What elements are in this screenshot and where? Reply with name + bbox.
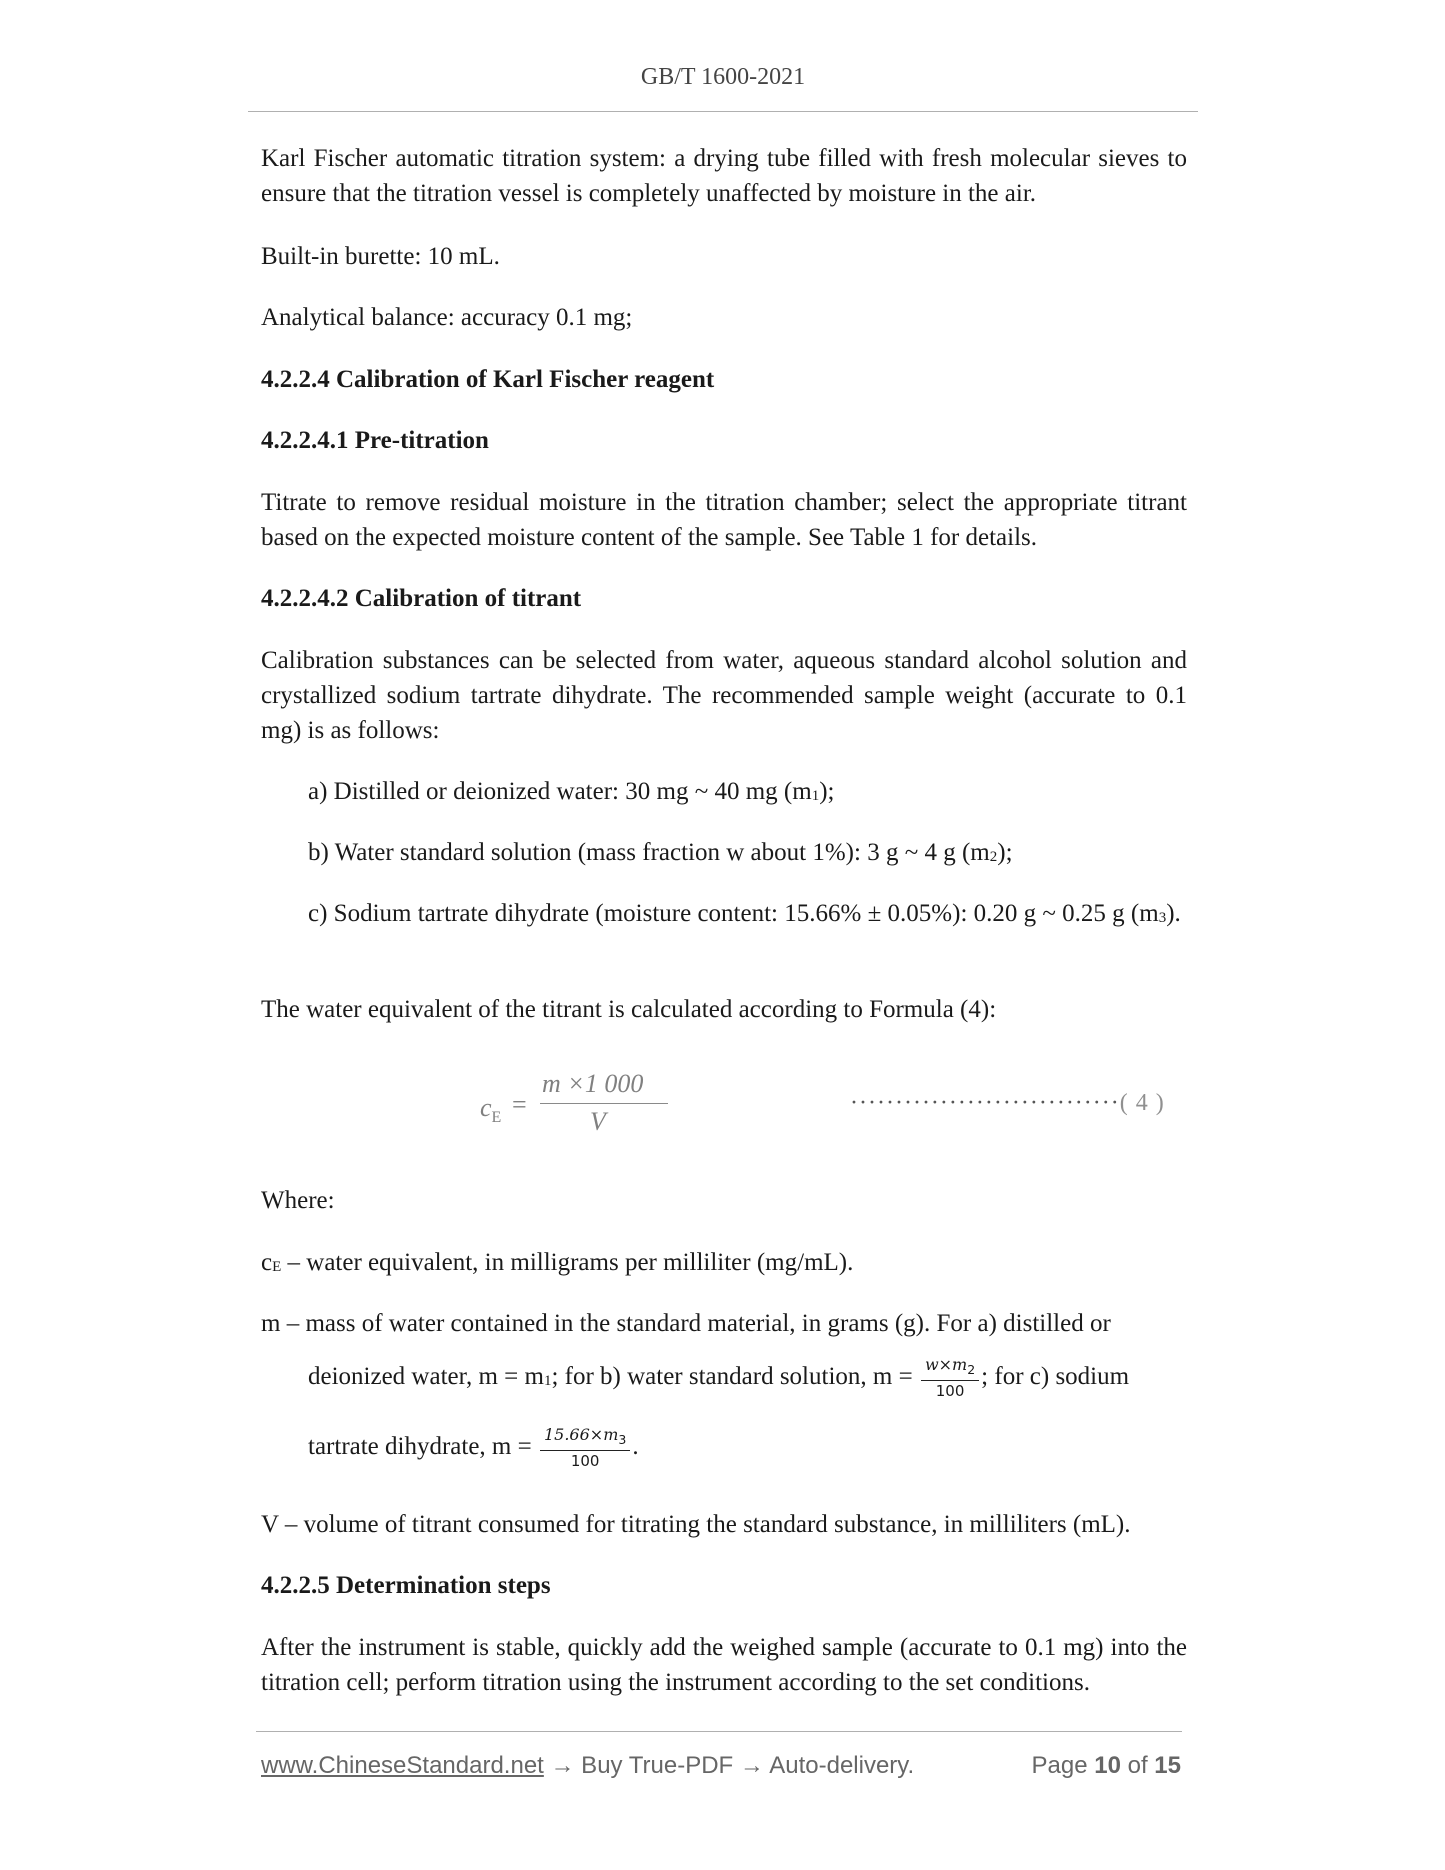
formula-number: ( 4 ) xyxy=(1119,1090,1165,1116)
formula-4 xyxy=(480,1065,680,1145)
fraction-c-denominator: 100 xyxy=(570,1452,600,1471)
formula-denominator: V xyxy=(590,1107,606,1136)
footer-promo: → Buy True-PDF → Auto-delivery. xyxy=(543,1752,915,1779)
fraction-c-numerator xyxy=(540,1425,630,1451)
formula-fraction-bar xyxy=(540,1103,668,1104)
list-item-c xyxy=(308,896,1217,936)
definition-ce xyxy=(261,1245,1187,1285)
list-item-c-end: ). xyxy=(1166,900,1181,927)
fraction-b-numerator-subscript: 2 xyxy=(967,1362,976,1378)
formula-equals: = xyxy=(512,1090,527,1119)
standard-number-header: GB/T 1600-2021 xyxy=(640,64,806,90)
definition-m-line3 xyxy=(308,1425,1187,1471)
list-item-b xyxy=(308,835,1187,875)
paragraph-burette: Built-in burette: 10 mL. xyxy=(261,243,500,270)
definition-v: V – volume of titrant consumed for titrating the standard substance, in milliliters (mL). xyxy=(261,1511,1131,1538)
footer-divider xyxy=(256,1731,1182,1732)
formula-numerator: m ×1 000 xyxy=(542,1069,644,1098)
fraction-c xyxy=(540,1425,630,1471)
definition-m-text-c: ; for c) sodium xyxy=(981,1363,1130,1390)
list-item-c-text: c) Sodium tartrate dihydrate (moisture content: 15.66% ± 0.05%): 0.20 g ~ 0.25 g (m xyxy=(308,900,1159,927)
list-item-b-text: b) Water standard solution (mass fraction w about 1%): 3 g ~ 4 g (m xyxy=(308,839,990,866)
definition-m-line1: m – mass of water contained in the standard material, in grams (g). For a) distilled or xyxy=(261,1310,1111,1337)
definition-m-line2 xyxy=(308,1355,1187,1403)
heading-4-2-2-5: 4.2.2.5 Determination steps xyxy=(261,1572,551,1599)
paragraph-pre-titration: Titrate to remove residual moisture in the titration chamber; select the appropriate titrant based on the expected moisture content of the sample. See Table 1 for details. xyxy=(261,489,1187,551)
footer-page-number: 10 xyxy=(1094,1752,1121,1779)
formula-number-tag xyxy=(850,1090,1165,1117)
definition-ce-symbol: c xyxy=(261,1249,273,1276)
list-item-c-subscript: 3 xyxy=(1158,910,1167,926)
paragraph-titration-system: Karl Fischer automatic titration system: a drying tube filled with fresh molecular sieves to ensure that the titration vessel is completely unaffected by moisture in the air. xyxy=(261,145,1187,207)
heading-4-2-2-4: 4.2.2.4 Calibration of Karl Fischer reagent xyxy=(261,366,715,393)
where-label: Where: xyxy=(261,1187,335,1214)
paragraph-balance: Analytical balance: accuracy 0.1 mg; xyxy=(261,304,633,331)
footer-page-indicator xyxy=(1032,1752,1182,1780)
fraction-b-numerator xyxy=(921,1355,979,1381)
paragraph-determination-steps: After the instrument is stable, quickly add the weighed sample (accurate to 0.1 mg) into the titration cell; perform titration using the instrument according to the set conditions. xyxy=(261,1634,1187,1696)
paragraph-calibration-substances: Calibration substances can be selected from water, aqueous standard alcohol solution and crystallized sodium tartrate dihydrate. The recommended sample weight (accurate to 0.1 mg) is as follows: xyxy=(261,647,1187,744)
definition-m-text-tartrate: tartrate dihydrate, m = xyxy=(308,1433,532,1460)
definition-ce-subscript: E xyxy=(272,1259,282,1275)
footer-page-word: Page xyxy=(1031,1752,1088,1779)
list-item-b-subscript: 2 xyxy=(989,849,998,865)
fraction-b xyxy=(921,1355,979,1401)
heading-4-2-2-4-2: 4.2.2.4.2 Calibration of titrant xyxy=(261,585,582,612)
list-item-a-subscript: 1 xyxy=(811,788,820,804)
list-item-a-text: a) Distilled or deionized water: 30 mg ~ 40 mg (m xyxy=(308,778,812,805)
fraction-b-denominator: 100 xyxy=(935,1382,965,1401)
heading-4-2-2-4-1: 4.2.2.4.1 Pre-titration xyxy=(261,427,489,454)
definition-m-text-b: ; for b) water standard solution, m = xyxy=(551,1363,913,1390)
footer-of-word: of xyxy=(1127,1752,1148,1779)
fraction-c-numerator-subscript: 3 xyxy=(618,1432,627,1448)
fraction-c-numerator-text: 15.66×m xyxy=(543,1425,619,1445)
footer xyxy=(261,1752,1181,1780)
footer-site-link[interactable]: www.ChineseStandard.net xyxy=(261,1752,544,1779)
list-item-a xyxy=(308,774,1187,814)
formula-lhs xyxy=(480,1093,501,1127)
formula-lhs-symbol: c xyxy=(480,1093,492,1122)
definition-ce-text: – water equivalent, in milligrams per milliliter (mg/mL). xyxy=(281,1249,854,1276)
definition-m-text-a: deionized water, m = m xyxy=(308,1363,544,1390)
paragraph-formula-intro: The water equivalent of the titrant is calculated according to Formula (4): xyxy=(261,996,997,1023)
definition-m-end: . xyxy=(632,1433,639,1460)
definition-m-subscript-1: 1 xyxy=(543,1373,552,1389)
formula-lhs-subscript: E xyxy=(491,1109,502,1127)
fraction-b-numerator-text: w×m xyxy=(924,1355,968,1375)
formula-leader-dots: ······························ xyxy=(850,1090,1120,1116)
header-divider xyxy=(248,111,1198,112)
list-item-a-end: ); xyxy=(819,778,835,805)
footer-page-total: 15 xyxy=(1154,1752,1181,1779)
list-item-b-end: ); xyxy=(997,839,1013,866)
